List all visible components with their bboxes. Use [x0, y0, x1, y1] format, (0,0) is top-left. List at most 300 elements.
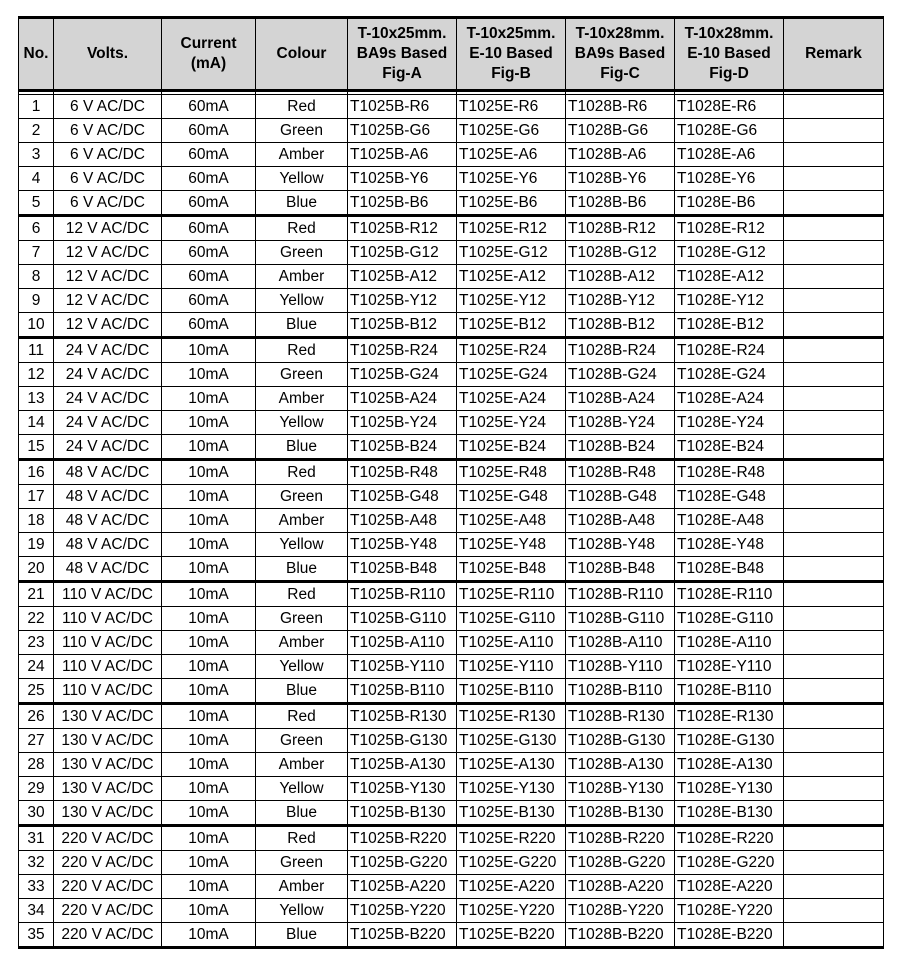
- table-row: [19, 216, 884, 241]
- cell-fig-b: T1025E-G130: [457, 729, 566, 753]
- cell-no: 34: [19, 899, 54, 923]
- table-row: [19, 313, 884, 338]
- cell-colour: Red: [256, 826, 348, 851]
- table-row: [19, 679, 884, 704]
- cell-fig-b: T1025E-A24: [457, 387, 566, 411]
- cell-remark: [784, 533, 884, 557]
- cell-fig-d: T1028E-R130: [675, 704, 784, 729]
- cell-no: 22: [19, 607, 54, 631]
- cell-fig-b: T1025E-B12: [457, 313, 566, 338]
- cell-no: 16: [19, 460, 54, 485]
- cell-remark: [784, 289, 884, 313]
- table-row: [19, 801, 884, 826]
- header-current-line: Current: [180, 35, 237, 52]
- cell-fig-a: T1025B-G6: [348, 119, 457, 143]
- cell-colour: Red: [256, 460, 348, 485]
- cell-fig-c: T1028B-B220: [566, 923, 675, 948]
- cell-fig-b: T1025E-Y48: [457, 533, 566, 557]
- table-row: [19, 729, 884, 753]
- cell-fig-c: T1028B-A48: [566, 509, 675, 533]
- cell-volts: 220 V AC/DC: [54, 851, 162, 875]
- cell-fig-c: T1028B-A110: [566, 631, 675, 655]
- product-table-container: [18, 16, 883, 949]
- cell-fig-a: T1025B-A110: [348, 631, 457, 655]
- cell-volts: 6 V AC/DC: [54, 95, 162, 119]
- cell-fig-d: T1028E-G110: [675, 607, 784, 631]
- header-fig-c-line: BA9s Based: [574, 45, 666, 62]
- cell-fig-a: T1025B-B220: [348, 923, 457, 948]
- cell-colour: Yellow: [256, 167, 348, 191]
- header-current: [162, 18, 256, 91]
- cell-no: 10: [19, 313, 54, 338]
- cell-volts: 12 V AC/DC: [54, 289, 162, 313]
- cell-fig-c: T1028B-A6: [566, 143, 675, 167]
- cell-colour: Green: [256, 851, 348, 875]
- cell-fig-a: T1025B-A48: [348, 509, 457, 533]
- cell-colour: Green: [256, 119, 348, 143]
- cell-current: 60mA: [162, 265, 256, 289]
- cell-colour: Blue: [256, 313, 348, 338]
- cell-fig-d: T1028E-Y48: [675, 533, 784, 557]
- cell-fig-a: T1025B-Y130: [348, 777, 457, 801]
- table-body: [19, 91, 884, 948]
- cell-no: 29: [19, 777, 54, 801]
- cell-fig-c: T1028B-Y110: [566, 655, 675, 679]
- cell-current: 10mA: [162, 509, 256, 533]
- cell-fig-d: T1028E-B48: [675, 557, 784, 582]
- table-row: [19, 119, 884, 143]
- header-fig-b-line: E-10 Based: [469, 45, 553, 62]
- cell-fig-a: T1025B-R130: [348, 704, 457, 729]
- cell-fig-c: T1028B-B130: [566, 801, 675, 826]
- header-remark: Remark: [784, 18, 884, 91]
- header-fig-a-line: T-10x25mm.: [357, 25, 447, 42]
- cell-remark: [784, 631, 884, 655]
- cell-volts: 12 V AC/DC: [54, 216, 162, 241]
- cell-remark: [784, 899, 884, 923]
- cell-current: 10mA: [162, 655, 256, 679]
- cell-colour: Amber: [256, 631, 348, 655]
- cell-volts: 110 V AC/DC: [54, 655, 162, 679]
- cell-colour: Yellow: [256, 411, 348, 435]
- cell-fig-a: T1025B-R24: [348, 338, 457, 363]
- cell-fig-b: T1025E-R220: [457, 826, 566, 851]
- header-fig-b-line: T-10x25mm.: [466, 25, 556, 42]
- cell-fig-c: T1028B-A130: [566, 753, 675, 777]
- cell-colour: Yellow: [256, 777, 348, 801]
- cell-volts: 220 V AC/DC: [54, 826, 162, 851]
- cell-current: 10mA: [162, 631, 256, 655]
- cell-current: 10mA: [162, 923, 256, 948]
- cell-no: 20: [19, 557, 54, 582]
- cell-fig-a: T1025B-Y12: [348, 289, 457, 313]
- cell-fig-a: T1025B-Y6: [348, 167, 457, 191]
- cell-current: 60mA: [162, 167, 256, 191]
- table-row: [19, 607, 884, 631]
- cell-fig-b: T1025E-Y110: [457, 655, 566, 679]
- cell-fig-a: T1025B-G130: [348, 729, 457, 753]
- cell-fig-a: T1025B-B48: [348, 557, 457, 582]
- cell-fig-a: T1025B-R12: [348, 216, 457, 241]
- cell-current: 10mA: [162, 899, 256, 923]
- table-row: [19, 289, 884, 313]
- cell-fig-b: T1025E-G48: [457, 485, 566, 509]
- cell-current: 60mA: [162, 216, 256, 241]
- cell-current: 10mA: [162, 679, 256, 704]
- cell-no: 35: [19, 923, 54, 948]
- table-row: [19, 485, 884, 509]
- cell-fig-d: T1028E-R24: [675, 338, 784, 363]
- cell-remark: [784, 363, 884, 387]
- cell-current: 60mA: [162, 191, 256, 216]
- cell-fig-d: T1028E-G12: [675, 241, 784, 265]
- header-row: [19, 18, 884, 91]
- cell-no: 21: [19, 582, 54, 607]
- cell-fig-a: T1025B-B110: [348, 679, 457, 704]
- table-row: [19, 435, 884, 460]
- cell-fig-b: T1025E-R24: [457, 338, 566, 363]
- cell-remark: [784, 338, 884, 363]
- cell-current: 10mA: [162, 729, 256, 753]
- cell-fig-c: T1028B-R130: [566, 704, 675, 729]
- header-fig-a-line: BA9s Based: [356, 45, 448, 62]
- cell-fig-c: T1028B-Y12: [566, 289, 675, 313]
- cell-no: 6: [19, 216, 54, 241]
- header-colour: Colour: [256, 18, 348, 91]
- table-row: [19, 899, 884, 923]
- cell-colour: Green: [256, 363, 348, 387]
- table-row: [19, 241, 884, 265]
- cell-fig-a: T1025B-G12: [348, 241, 457, 265]
- cell-remark: [784, 387, 884, 411]
- cell-fig-a: T1025B-Y48: [348, 533, 457, 557]
- table-row: [19, 338, 884, 363]
- cell-fig-b: T1025E-Y220: [457, 899, 566, 923]
- table-row: [19, 509, 884, 533]
- cell-fig-c: T1028B-B48: [566, 557, 675, 582]
- cell-remark: [784, 557, 884, 582]
- cell-fig-b: T1025E-R110: [457, 582, 566, 607]
- table-row: [19, 533, 884, 557]
- cell-colour: Red: [256, 582, 348, 607]
- table-row: [19, 631, 884, 655]
- cell-volts: 220 V AC/DC: [54, 923, 162, 948]
- cell-current: 10mA: [162, 485, 256, 509]
- cell-fig-b: T1025E-A12: [457, 265, 566, 289]
- cell-fig-c: T1028B-A24: [566, 387, 675, 411]
- cell-fig-c: T1028B-B6: [566, 191, 675, 216]
- header-fig-c: [566, 18, 675, 91]
- cell-no: 19: [19, 533, 54, 557]
- cell-no: 13: [19, 387, 54, 411]
- cell-fig-a: T1025B-Y24: [348, 411, 457, 435]
- table-row: [19, 704, 884, 729]
- cell-volts: 130 V AC/DC: [54, 801, 162, 826]
- cell-fig-c: T1028B-Y6: [566, 167, 675, 191]
- cell-volts: 24 V AC/DC: [54, 338, 162, 363]
- cell-fig-d: T1028E-R220: [675, 826, 784, 851]
- cell-fig-a: T1025B-R220: [348, 826, 457, 851]
- cell-fig-d: T1028E-Y110: [675, 655, 784, 679]
- cell-no: 11: [19, 338, 54, 363]
- cell-fig-b: T1025E-A110: [457, 631, 566, 655]
- cell-volts: 48 V AC/DC: [54, 485, 162, 509]
- cell-volts: 6 V AC/DC: [54, 191, 162, 216]
- cell-fig-d: T1028E-R12: [675, 216, 784, 241]
- cell-volts: 6 V AC/DC: [54, 119, 162, 143]
- cell-remark: [784, 216, 884, 241]
- header-volts: Volts.: [54, 18, 162, 91]
- cell-volts: 110 V AC/DC: [54, 607, 162, 631]
- cell-current: 10mA: [162, 435, 256, 460]
- cell-volts: 220 V AC/DC: [54, 899, 162, 923]
- table-row: [19, 363, 884, 387]
- cell-fig-c: T1028B-B110: [566, 679, 675, 704]
- cell-volts: 220 V AC/DC: [54, 875, 162, 899]
- cell-fig-d: T1028E-R48: [675, 460, 784, 485]
- cell-fig-d: T1028E-A12: [675, 265, 784, 289]
- cell-remark: [784, 119, 884, 143]
- cell-no: 28: [19, 753, 54, 777]
- header-fig-d-line: T-10x28mm.: [684, 25, 774, 42]
- cell-colour: Blue: [256, 435, 348, 460]
- cell-no: 8: [19, 265, 54, 289]
- cell-no: 27: [19, 729, 54, 753]
- cell-remark: [784, 875, 884, 899]
- cell-volts: 24 V AC/DC: [54, 435, 162, 460]
- cell-fig-c: T1028B-R220: [566, 826, 675, 851]
- table-row: [19, 167, 884, 191]
- cell-remark: [784, 411, 884, 435]
- cell-colour: Red: [256, 704, 348, 729]
- header-fig-d-line: E-10 Based: [687, 45, 771, 62]
- cell-no: 32: [19, 851, 54, 875]
- cell-colour: Amber: [256, 875, 348, 899]
- cell-fig-c: T1028B-B24: [566, 435, 675, 460]
- cell-current: 10mA: [162, 704, 256, 729]
- cell-fig-a: T1025B-G48: [348, 485, 457, 509]
- cell-fig-c: T1028B-R6: [566, 95, 675, 119]
- cell-colour: Blue: [256, 191, 348, 216]
- cell-fig-c: T1028B-G130: [566, 729, 675, 753]
- cell-volts: 48 V AC/DC: [54, 460, 162, 485]
- cell-fig-b: T1025E-G12: [457, 241, 566, 265]
- header-fig-d-line: Fig-D: [709, 65, 749, 82]
- cell-current: 10mA: [162, 533, 256, 557]
- table-row: [19, 557, 884, 582]
- table-row: [19, 582, 884, 607]
- cell-fig-c: T1028B-R12: [566, 216, 675, 241]
- cell-colour: Amber: [256, 509, 348, 533]
- cell-current: 10mA: [162, 338, 256, 363]
- table-row: [19, 826, 884, 851]
- cell-current: 10mA: [162, 582, 256, 607]
- cell-current: 60mA: [162, 313, 256, 338]
- cell-current: 10mA: [162, 557, 256, 582]
- cell-fig-b: T1025E-G24: [457, 363, 566, 387]
- cell-fig-b: T1025E-B6: [457, 191, 566, 216]
- cell-fig-c: T1028B-A220: [566, 875, 675, 899]
- cell-fig-d: T1028E-R110: [675, 582, 784, 607]
- cell-no: 30: [19, 801, 54, 826]
- cell-fig-d: T1028E-B12: [675, 313, 784, 338]
- cell-no: 26: [19, 704, 54, 729]
- cell-volts: 130 V AC/DC: [54, 704, 162, 729]
- cell-no: 14: [19, 411, 54, 435]
- header-fig-a: [348, 18, 457, 91]
- cell-fig-b: T1025E-Y12: [457, 289, 566, 313]
- cell-colour: Yellow: [256, 655, 348, 679]
- cell-volts: 12 V AC/DC: [54, 265, 162, 289]
- cell-volts: 130 V AC/DC: [54, 753, 162, 777]
- cell-fig-d: T1028E-Y12: [675, 289, 784, 313]
- cell-fig-a: T1025B-A6: [348, 143, 457, 167]
- cell-fig-d: T1028E-A110: [675, 631, 784, 655]
- cell-current: 60mA: [162, 119, 256, 143]
- cell-fig-a: T1025B-B24: [348, 435, 457, 460]
- cell-fig-c: T1028B-G48: [566, 485, 675, 509]
- cell-fig-d: T1028E-B6: [675, 191, 784, 216]
- cell-fig-d: T1028E-A48: [675, 509, 784, 533]
- cell-no: 2: [19, 119, 54, 143]
- cell-fig-d: T1028E-A220: [675, 875, 784, 899]
- cell-colour: Green: [256, 607, 348, 631]
- cell-colour: Green: [256, 241, 348, 265]
- cell-remark: [784, 777, 884, 801]
- cell-no: 17: [19, 485, 54, 509]
- cell-colour: Blue: [256, 801, 348, 826]
- cell-current: 60mA: [162, 289, 256, 313]
- header-fig-a-line: Fig-A: [382, 65, 422, 82]
- cell-colour: Amber: [256, 265, 348, 289]
- cell-colour: Red: [256, 338, 348, 363]
- cell-no: 4: [19, 167, 54, 191]
- cell-fig-b: T1025E-Y130: [457, 777, 566, 801]
- header-fig-b-line: Fig-B: [491, 65, 531, 82]
- cell-fig-d: T1028E-G6: [675, 119, 784, 143]
- cell-current: 10mA: [162, 875, 256, 899]
- cell-remark: [784, 923, 884, 948]
- cell-no: 15: [19, 435, 54, 460]
- cell-current: 10mA: [162, 411, 256, 435]
- cell-no: 33: [19, 875, 54, 899]
- cell-fig-a: T1025B-A130: [348, 753, 457, 777]
- header-fig-b: [457, 18, 566, 91]
- cell-fig-b: T1025E-G6: [457, 119, 566, 143]
- cell-fig-d: T1028E-G24: [675, 363, 784, 387]
- header-no: No.: [19, 18, 54, 91]
- cell-volts: 24 V AC/DC: [54, 363, 162, 387]
- cell-fig-b: T1025E-B220: [457, 923, 566, 948]
- cell-fig-b: T1025E-G220: [457, 851, 566, 875]
- cell-fig-d: T1028E-B130: [675, 801, 784, 826]
- cell-fig-d: T1028E-B220: [675, 923, 784, 948]
- table-row: [19, 851, 884, 875]
- cell-remark: [784, 313, 884, 338]
- cell-volts: 130 V AC/DC: [54, 777, 162, 801]
- cell-fig-a: T1025B-G220: [348, 851, 457, 875]
- cell-remark: [784, 801, 884, 826]
- cell-fig-b: T1025E-Y6: [457, 167, 566, 191]
- cell-fig-c: T1028B-G110: [566, 607, 675, 631]
- cell-no: 3: [19, 143, 54, 167]
- cell-fig-a: T1025B-G24: [348, 363, 457, 387]
- cell-remark: [784, 191, 884, 216]
- cell-fig-c: T1028B-G12: [566, 241, 675, 265]
- table-row: [19, 265, 884, 289]
- cell-volts: 110 V AC/DC: [54, 631, 162, 655]
- cell-fig-b: T1025E-Y24: [457, 411, 566, 435]
- cell-fig-d: T1028E-B24: [675, 435, 784, 460]
- cell-no: 12: [19, 363, 54, 387]
- cell-fig-d: T1028E-A6: [675, 143, 784, 167]
- cell-remark: [784, 582, 884, 607]
- cell-colour: Blue: [256, 679, 348, 704]
- cell-fig-d: T1028E-Y130: [675, 777, 784, 801]
- cell-fig-c: T1028B-R110: [566, 582, 675, 607]
- cell-remark: [784, 704, 884, 729]
- cell-remark: [784, 265, 884, 289]
- cell-colour: Blue: [256, 557, 348, 582]
- product-table: [18, 16, 884, 949]
- cell-fig-b: T1025E-G110: [457, 607, 566, 631]
- cell-fig-d: T1028E-Y24: [675, 411, 784, 435]
- cell-fig-a: T1025B-G110: [348, 607, 457, 631]
- cell-volts: 6 V AC/DC: [54, 143, 162, 167]
- cell-remark: [784, 435, 884, 460]
- cell-fig-b: T1025E-R48: [457, 460, 566, 485]
- cell-fig-d: T1028E-A24: [675, 387, 784, 411]
- table-row: [19, 875, 884, 899]
- cell-current: 60mA: [162, 95, 256, 119]
- cell-fig-d: T1028E-B110: [675, 679, 784, 704]
- cell-current: 10mA: [162, 460, 256, 485]
- table-row: [19, 95, 884, 119]
- table-row: [19, 923, 884, 948]
- cell-fig-c: T1028B-R48: [566, 460, 675, 485]
- cell-fig-c: T1028B-G24: [566, 363, 675, 387]
- cell-fig-a: T1025B-B6: [348, 191, 457, 216]
- cell-current: 60mA: [162, 241, 256, 265]
- cell-volts: 48 V AC/DC: [54, 557, 162, 582]
- cell-colour: Green: [256, 485, 348, 509]
- cell-fig-b: T1025E-B130: [457, 801, 566, 826]
- cell-fig-a: T1025B-B12: [348, 313, 457, 338]
- table-row: [19, 387, 884, 411]
- cell-colour: Yellow: [256, 899, 348, 923]
- cell-colour: Red: [256, 216, 348, 241]
- cell-volts: 6 V AC/DC: [54, 167, 162, 191]
- header-fig-d: [675, 18, 784, 91]
- cell-fig-b: T1025E-R130: [457, 704, 566, 729]
- cell-volts: 110 V AC/DC: [54, 582, 162, 607]
- cell-no: 25: [19, 679, 54, 704]
- cell-remark: [784, 826, 884, 851]
- cell-colour: Blue: [256, 923, 348, 948]
- cell-remark: [784, 851, 884, 875]
- header-fig-c-line: Fig-C: [600, 65, 640, 82]
- cell-fig-a: T1025B-B130: [348, 801, 457, 826]
- cell-current: 10mA: [162, 801, 256, 826]
- cell-volts: 24 V AC/DC: [54, 387, 162, 411]
- cell-fig-a: T1025B-R110: [348, 582, 457, 607]
- cell-fig-c: T1028B-Y24: [566, 411, 675, 435]
- cell-fig-b: T1025E-B24: [457, 435, 566, 460]
- cell-no: 18: [19, 509, 54, 533]
- cell-fig-a: T1025B-R48: [348, 460, 457, 485]
- cell-fig-a: T1025B-A24: [348, 387, 457, 411]
- cell-remark: [784, 753, 884, 777]
